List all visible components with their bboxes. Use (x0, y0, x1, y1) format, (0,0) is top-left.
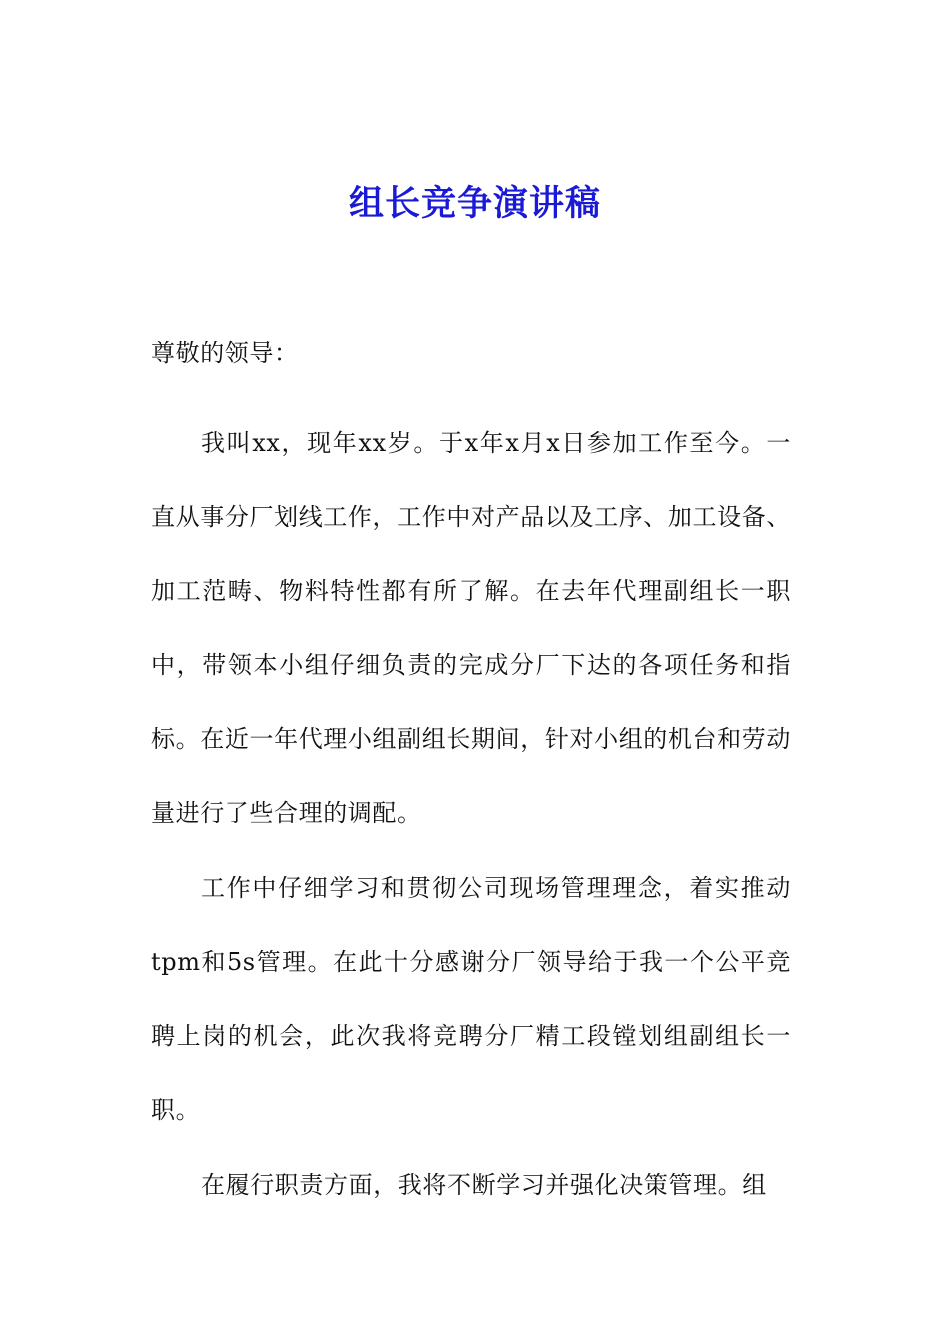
paragraph-3: 在履行职责方面，我将不断学习并强化决策管理。组 (201, 1171, 767, 1199)
paragraph-1: 我叫xx，现年xx岁。于x年x月x日参加工作至今。一直从事分厂划线工作，工作中对产品以及工序、加工设备、加工范畴、物料特性都有所了解。在去年代理副组长一职中，带领本小组仔细负责的完成分厂下达的各项任务和指标。在近一年代理小组副组长期间，针对小组的机台和劳动量进行了些合理的调配。 (151, 429, 791, 827)
document-title: 组长竞争演讲稿 (348, 183, 601, 224)
salutation: 尊敬的领导： (151, 339, 299, 367)
paragraph-2: 工作中仔细学习和贯彻公司现场管理理念，着实推动tpm和5s管理。在此十分感谢分厂领导给于我一个公平竞聘上岗的机会，此次我将竞聘分厂精工段镗划组副组长一职。 (151, 874, 791, 1124)
